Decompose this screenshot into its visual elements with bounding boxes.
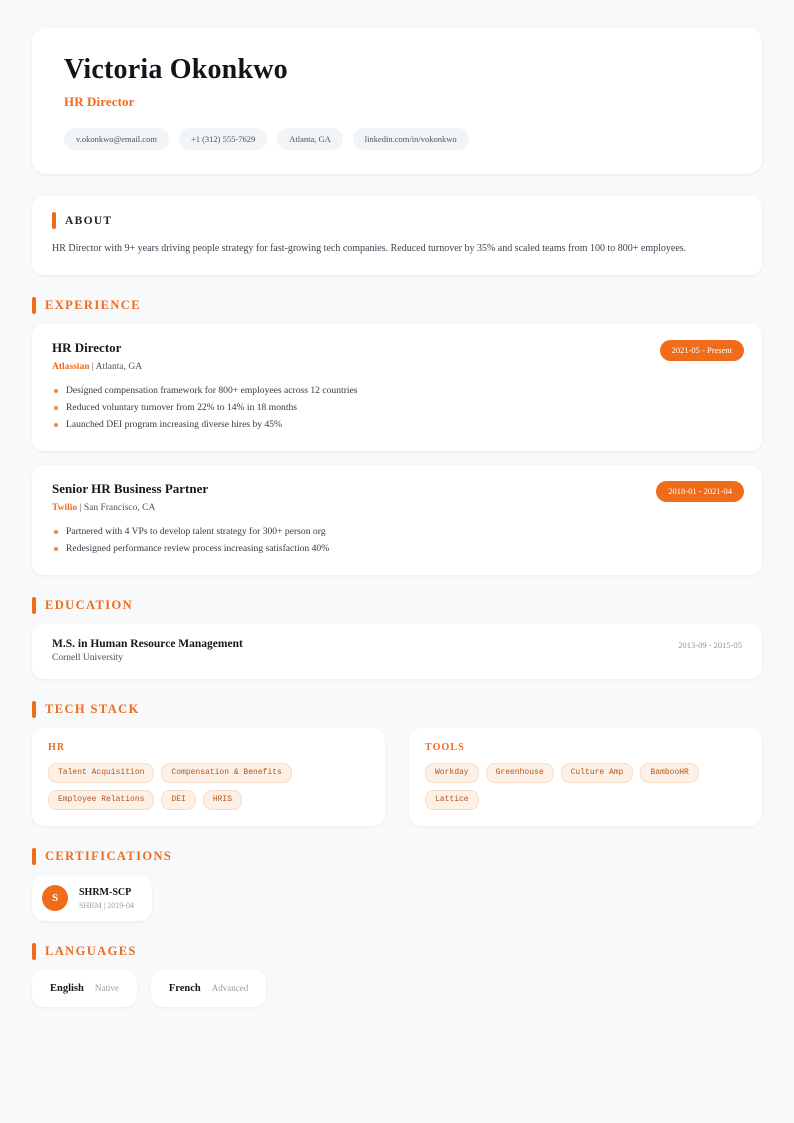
certification-item — [32, 875, 152, 921]
experience-location: San Francisco, CA — [83, 503, 156, 513]
experience-job-meta — [52, 503, 742, 513]
experience-company: Atlassian — [52, 362, 90, 372]
about-section — [32, 196, 762, 275]
skill-chip: Compensation & Benefits — [161, 763, 291, 783]
experience-separator: | — [91, 362, 96, 372]
skill-chip: Employee Relations — [48, 790, 154, 810]
experience-bullets — [52, 382, 742, 433]
tech-stack-chips — [425, 763, 746, 810]
list-item: Designed compensation framework for 800+ employees across 12 countries — [52, 382, 742, 399]
tech-stack-groups — [32, 728, 762, 826]
skill-chip: HRIS — [203, 790, 242, 810]
certification-text — [79, 887, 134, 910]
language-name: French — [168, 983, 201, 994]
experience-section — [32, 297, 762, 575]
education-school: Cornell University — [52, 653, 123, 663]
experience-date-badge: 2021-05 - Present — [660, 340, 744, 361]
education-heading — [32, 597, 762, 614]
experience-job-meta — [52, 362, 742, 372]
language-name: English — [50, 983, 84, 994]
language-level: Native — [94, 983, 119, 993]
tech-stack-section — [32, 701, 762, 826]
accent-bar-icon — [32, 943, 36, 960]
accent-bar-icon — [32, 848, 36, 865]
contact-list — [64, 128, 732, 150]
list-item: Launched DEI program increasing diverse hires by 45% — [52, 416, 742, 433]
experience-heading — [32, 297, 762, 314]
language-item — [32, 970, 137, 1007]
accent-bar-icon — [32, 701, 36, 718]
candidate-role: HR Director — [64, 94, 135, 109]
tech-stack-category: HR — [48, 742, 66, 753]
contact-linkedin[interactable]: linkedin.com/in/vokonkwo — [353, 128, 469, 150]
experience-item — [32, 324, 762, 451]
experience-company: Twilio — [52, 503, 78, 513]
certification-badge-icon: S — [42, 885, 68, 911]
skill-chip: Culture Amp — [561, 763, 634, 783]
experience-item — [32, 465, 762, 575]
experience-job-title: Senior HR Business Partner — [52, 481, 209, 496]
certifications-list — [32, 875, 762, 921]
about-card — [32, 196, 762, 275]
education-dates: 2013-09 - 2015-05 — [678, 640, 742, 650]
experience-title: EXPERIENCE — [45, 298, 141, 312]
accent-bar-icon — [32, 597, 36, 614]
certifications-heading — [32, 848, 762, 865]
skill-chip: DEI — [161, 790, 195, 810]
skill-chip: Talent Acquisition — [48, 763, 154, 783]
about-text: HR Director with 9+ years driving people strategy for fast-growing tech companies. Reduced turnover by 35% and scaled teams from 100 to 800+ employees. — [52, 243, 687, 254]
experience-job-title: HR Director — [52, 340, 122, 355]
education-section — [32, 597, 762, 679]
skill-chip: BambooHR — [640, 763, 698, 783]
education-title: EDUCATION — [45, 598, 134, 612]
header-card — [32, 28, 762, 174]
accent-bar-icon — [52, 212, 56, 229]
candidate-name: Victoria Okonkwo — [64, 54, 288, 85]
certification-meta: SHRM | 2019-04 — [79, 900, 134, 910]
experience-separator: | — [79, 503, 84, 513]
contact-email[interactable]: v.okonkwo@email.com — [64, 128, 169, 150]
skill-chip: Greenhouse — [486, 763, 554, 783]
certification-name: SHRM-SCP — [79, 886, 132, 898]
education-degree: M.S. in Human Resource Management — [52, 638, 243, 650]
education-item — [32, 624, 762, 679]
tech-stack-heading — [32, 701, 762, 718]
experience-bullets — [52, 523, 742, 557]
skill-chip: Lattice — [425, 790, 479, 810]
experience-location: Atlanta, GA — [95, 362, 143, 372]
tech-stack-group-hr — [32, 728, 385, 826]
tech-stack-category: TOOLS — [425, 742, 465, 753]
languages-section — [32, 943, 762, 1007]
accent-bar-icon — [32, 297, 36, 314]
tech-stack-title: TECH STACK — [45, 702, 140, 716]
languages-title: LANGUAGES — [45, 944, 137, 958]
contact-location: Atlanta, GA — [277, 128, 343, 150]
tech-stack-group-tools — [409, 728, 762, 826]
certifications-title: CERTIFICATIONS — [45, 849, 173, 863]
languages-heading — [32, 943, 762, 960]
list-item: Reduced voluntary turnover from 22% to 14% in 18 months — [52, 399, 742, 416]
languages-list — [32, 970, 762, 1007]
tech-stack-chips — [48, 763, 369, 810]
list-item: Redesigned performance review process increasing satisfaction 40% — [52, 540, 742, 557]
about-heading — [52, 212, 742, 229]
about-title: ABOUT — [65, 214, 113, 227]
experience-date-badge: 2018-01 - 2021-04 — [656, 481, 744, 502]
language-level: Advanced — [211, 983, 249, 993]
skill-chip: Workday — [425, 763, 479, 783]
certifications-section — [32, 848, 762, 921]
list-item: Partnered with 4 VPs to develop talent strategy for 300+ person org — [52, 523, 742, 540]
language-item — [151, 970, 266, 1007]
contact-phone[interactable]: +1 (312) 555-7629 — [179, 128, 267, 150]
